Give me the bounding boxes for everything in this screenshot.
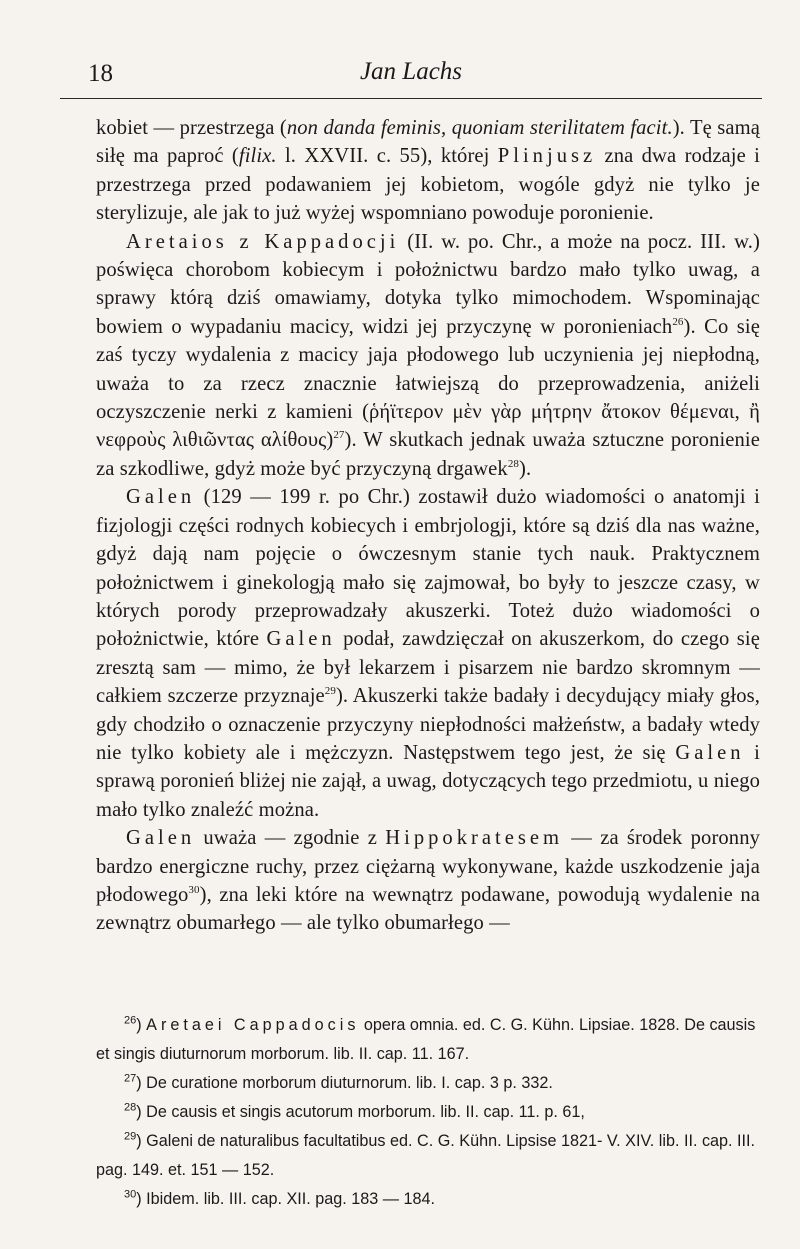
paragraph: kobiet — przestrzega (non danda feminis, quoniam sterilitatem facit.). Tę samą siłę ma paproć (filix. l. XXVII. c. 55), której Plinjusz zna dwa rodzaje i przestrzega przed podawaniem jej kobietom, wogóle gdyż nie tylko je sterylizuje, ale jak to już wyżej wspomniano powoduje poronienie. — [96, 117, 760, 225]
paragraph: Galen (129 — 199 r. po Chr.) zostawił dużo wiadomości o anatomji i fizjologji części rodnych kobiecych i embrjologji, które są dziś dla nas ważne, gdyż dają nam pojęcie o ówczesnym stanie tych nauk. Praktycznem położnictwem i ginekologją mało się zajmował, bo były to jeszcze czasy, w których porody przeprowadzały akuszerki. Toteż dużo wiadomości o położnictwie, które Galen podał, zawdzięczał on akuszerkom, do czego się zresztą sam — mimo, że był lekarzem i pisarzem nie bardzo skromnym — całkiem szczerze przyznaje$^{29}$). Akuszerki także badały i decydujący miały głos, gdy chodziło o oznaczenie przyczyny niepłodności małżeństw, a badały wtedy nie tylko kobiety ale i mężczyzn. Następstwem tego jest, że się Galen i sprawą poronień bliżej nie zajął, a uwag, dotyczących tego przedmiotu, u niego mało tylko znaleźć można. — [96, 486, 760, 821]
spaced-name: Plinjusz — [497, 145, 597, 168]
spaced-name: Aretaei Cappadocis — [146, 1016, 360, 1034]
paragraph: Aretaios z Kappadocji (II. w. po. Chr., a może na pocz. III. w.) poświęca chorobom kobiecym i położnictwu bardzo mało tylko uwag, a sprawy którą dziś omawiamy, dotyka tylko mimochodem. Wspominając bowiem o wypadaniu macicy, widzi jej przyczynę w poronieniach$^{26}$). Co się zaś tyczy wydalenia z macicy jaja płodowego lub uczynienia jej niepłodną, uważa to za rzecz znacznie łatwiejszą do przeprowadzenia, aniżeli oczyszczenie nerki z kamieni (ῥήϊτερον μὲν γὰρ μήτρην ἄτοκον θέμεναι, ἢ νεφροὺς λιθιῶντας αλίθους)$^{27}$). W skutkach jednak uważa sztuczne poronienie za szkodliwe, gdyż może być przyczyną drgawek$^{28}$). — [96, 230, 760, 480]
running-head: Jan Lachs — [359, 58, 463, 85]
body-text — [96, 114, 760, 938]
spaced-name: Galen — [675, 741, 745, 764]
footnote-number: 30 — [124, 1188, 137, 1201]
italic-text: non danda feminis, quoniam sterilitatem facit. — [286, 117, 673, 139]
footnote-number: 28 — [124, 1101, 137, 1114]
footnote-ref: 29 — [324, 685, 336, 698]
footnote: $^{26}$) Aretaei Cappadocis opera omnia. ed. C. G. Kühn. Lipsiae. 1828. De causis et singis diuturnorum morborum. lib. II. cap. 11. 167. — [96, 1014, 756, 1063]
spaced-name: Galen — [266, 628, 336, 651]
page-number: 18 — [88, 60, 113, 87]
italic-text: filix. — [238, 145, 277, 168]
footnote: $^{27}$) De curatione morborum diuturnorum. lib. I. cap. 3 p. 332. — [124, 1072, 553, 1092]
footnote: $^{30}$) Ibidem. lib. III. cap. XII. pag. 183 — 184. — [124, 1188, 435, 1208]
footnote-number: 27 — [124, 1072, 137, 1085]
paragraph: Galen uważa — zgodnie z Hippokratesem — za środek poronny bardzo energiczne ruchy, przez ciężarną wykonywane, każde uszkodzenie jaja płodowego$^{30}$), zna leki które na wewnątrz podawane, powodują wydalenie na zewnątrz obumarłego — ale tylko obumarłego — — [96, 827, 760, 935]
footnote-ref: 27 — [333, 429, 345, 442]
footnote-number: 29 — [124, 1130, 137, 1143]
spaced-name: Galen — [126, 827, 196, 850]
footnote: $^{28}$) De causis et singis acutorum morborum. lib. II. cap. 11. p. 61, — [124, 1101, 585, 1121]
footnote: $^{29}$) Galeni de naturalibus facultatibus ed. C. G. Kühn. Lipsise 1821- V. XIV. lib. II. cap. III. pag. 149. et. 151 — 152. — [96, 1130, 756, 1179]
spaced-name: Galen — [126, 486, 196, 509]
footnote-ref: 26 — [672, 315, 684, 328]
footnote-ref: 30 — [188, 884, 200, 897]
spaced-name: Aretaios z Kappadocji — [126, 230, 400, 253]
footnote-ref: 28 — [507, 458, 520, 471]
footnotes — [96, 1011, 760, 1214]
footnote-number: 26 — [124, 1014, 137, 1027]
page-header — [60, 54, 762, 99]
spaced-name: Hippokratesem — [385, 827, 564, 850]
